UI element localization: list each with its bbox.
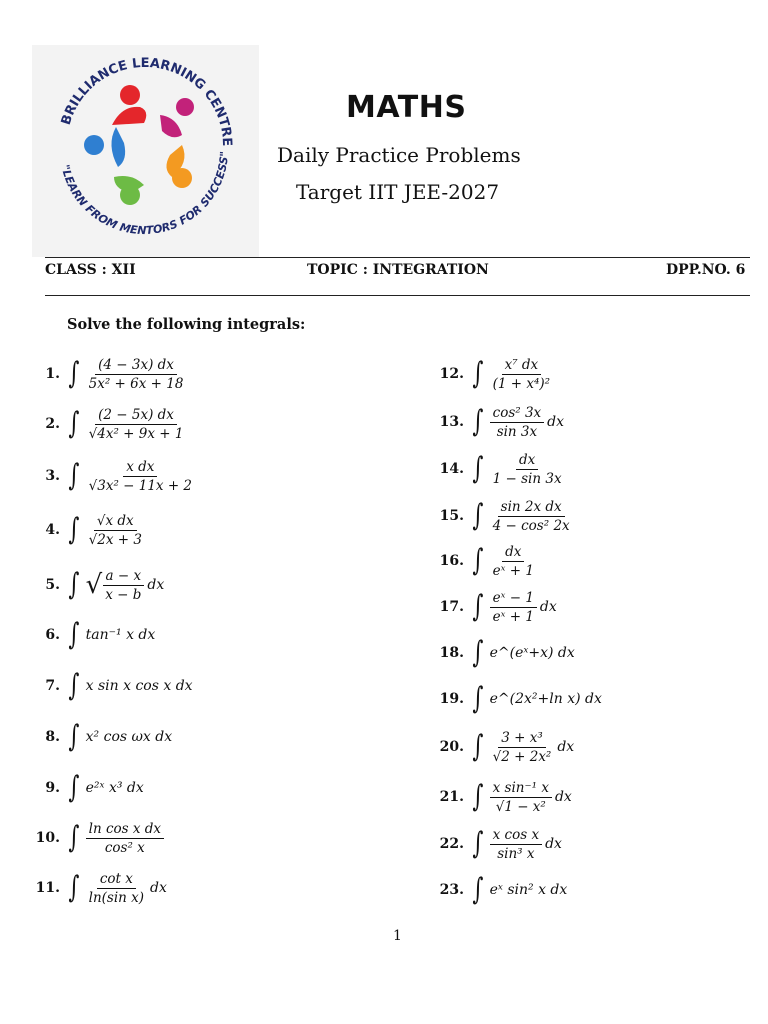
question-item [434, 356, 553, 392]
numerator: cos² 3x [490, 405, 545, 423]
integrand: e^(2x²+ln x) dx [489, 691, 602, 707]
dpp-label: DPP.NO. 6 [666, 262, 746, 278]
question-item [30, 770, 144, 806]
differential: dx [557, 739, 575, 755]
question-item [434, 779, 572, 815]
fraction [86, 357, 187, 392]
subject-title: MATHS [346, 90, 467, 125]
numerator: √x dx [94, 513, 137, 531]
differential: dx [554, 789, 572, 805]
denominator: 4 − cos² 2x [492, 517, 570, 534]
integral-sign: ∫ [472, 729, 484, 764]
fraction [490, 499, 573, 534]
fraction [490, 730, 555, 765]
fraction [490, 452, 565, 487]
logo-graphic [32, 45, 259, 257]
logo-ring-text: BRILLIANCE LEARNING CENTRE [58, 55, 235, 147]
denominator: √3x² − 11x + 2 [88, 477, 193, 494]
fraction [490, 590, 537, 625]
numerator: x sin⁻¹ x [490, 780, 552, 798]
integrand: x sin x cos x dx [85, 678, 193, 694]
fraction [490, 827, 542, 862]
integral-sign: ∫ [472, 589, 484, 624]
question-number: 8. [45, 729, 60, 745]
denominator: 1 − sin 3x [492, 470, 562, 487]
numerator: a − x [103, 568, 145, 586]
question-number: 4. [45, 522, 60, 538]
integrand: x² cos ωx dx [85, 729, 173, 745]
integrand: tan⁻¹ x dx [85, 627, 156, 643]
instruction: Solve the following integrals: [67, 316, 306, 333]
numerator: dx [502, 544, 524, 562]
integral-sign: ∫ [68, 668, 80, 703]
question-item [30, 820, 164, 856]
integral-sign: ∫ [472, 635, 484, 670]
denominator: 5x² + 6x + 18 [88, 375, 184, 392]
numerator: (4 − 3x) dx [95, 357, 177, 375]
question-item [30, 406, 186, 442]
logo-motto: "LEARN FROM MENTORS FOR SUCCESS" [58, 150, 232, 238]
subtitle: Daily Practice Problems [277, 143, 521, 167]
question-item [434, 404, 564, 440]
fraction [490, 405, 545, 440]
integral-sign: ∫ [472, 779, 484, 814]
differential: dx [150, 880, 167, 896]
fraction [86, 821, 164, 856]
numerator: x cos x [490, 827, 542, 845]
differential: dx [545, 836, 562, 852]
integral-sign: ∫ [68, 567, 80, 602]
numerator: eˣ − 1 [490, 590, 537, 608]
fraction [490, 357, 553, 392]
integral-sign: ∫ [68, 512, 80, 547]
question-number: 14. [439, 461, 464, 477]
fraction [102, 568, 144, 603]
question-item [434, 589, 557, 625]
question-number: 7. [45, 678, 60, 694]
page-number: 1 [393, 928, 402, 944]
root-sign: √ [85, 570, 103, 600]
question-item [30, 567, 164, 603]
fraction [86, 871, 147, 906]
question-number: 23. [439, 882, 464, 898]
denominator: eˣ + 1 [492, 608, 534, 625]
fraction [86, 513, 145, 548]
svg-text:BRILLIANCE LEARNING CENTRE [59, 56, 234, 147]
integral-sign: ∫ [68, 820, 80, 855]
question-item [30, 458, 195, 494]
numerator: ln cos x dx [86, 821, 164, 839]
question-item [434, 543, 537, 579]
denominator: (1 + x⁴)² [492, 375, 551, 392]
denominator: sin 3x [496, 423, 538, 440]
fraction [490, 544, 537, 579]
differential: dx [147, 577, 165, 593]
question-item [434, 451, 565, 487]
question-number: 9. [45, 780, 60, 796]
fraction [490, 780, 552, 815]
numerator: x⁷ dx [502, 357, 542, 375]
integrand: e^(eˣ+x) dx [489, 645, 575, 661]
question-number: 11. [35, 880, 60, 896]
target-exam: Target IIT JEE-2027 [296, 180, 500, 204]
question-number: 15. [439, 508, 464, 524]
people-icon [84, 85, 194, 205]
integral-sign: ∫ [472, 826, 484, 861]
integral-sign: ∫ [68, 770, 80, 805]
numerator: sin 2x dx [498, 499, 565, 517]
question-item [30, 512, 145, 548]
differential: dx [547, 414, 565, 430]
integral-sign: ∫ [68, 458, 80, 493]
question-number: 18. [439, 645, 464, 661]
question-item [30, 870, 167, 906]
class-label: CLASS : XII [45, 262, 136, 278]
integral-sign: ∫ [472, 543, 484, 578]
integral-sign: ∫ [472, 404, 484, 439]
integrand: e²ˣ x³ dx [85, 780, 144, 796]
question-item [30, 719, 172, 755]
integral-sign: ∫ [68, 406, 80, 441]
question-number: 16. [439, 553, 464, 569]
question-item [434, 681, 602, 717]
question-number: 2. [45, 416, 60, 432]
question-number: 10. [35, 830, 60, 846]
integral-sign: ∫ [472, 498, 484, 533]
numerator: x dx [123, 459, 157, 477]
question-number: 22. [439, 836, 464, 852]
question-number: 21. [439, 789, 464, 805]
question-number: 17. [439, 599, 464, 615]
denominator: eˣ + 1 [492, 562, 534, 579]
denominator: √2 + 2x² [492, 748, 552, 765]
divider-bottom [45, 295, 750, 296]
question-item [434, 635, 575, 671]
integral-sign: ∫ [472, 681, 484, 716]
denominator: √4x² + 9x + 1 [88, 425, 184, 442]
question-number: 19. [439, 691, 464, 707]
numerator: 3 + x³ [498, 730, 546, 748]
integral-sign: ∫ [472, 872, 484, 907]
question-item [434, 729, 574, 765]
question-item [434, 872, 567, 908]
logo [32, 45, 259, 257]
numerator: dx [516, 452, 538, 470]
question-item [30, 668, 193, 704]
denominator: sin³ x [497, 845, 535, 862]
denominator: ln(sin x) [88, 889, 145, 906]
integral-sign: ∫ [68, 356, 80, 391]
denominator: √1 − x² [495, 798, 546, 815]
integral-sign: ∫ [68, 719, 80, 754]
question-number: 13. [439, 414, 464, 430]
topic-label: TOPIC : INTEGRATION [307, 262, 489, 278]
fraction [86, 407, 187, 442]
question-number: 20. [439, 739, 464, 755]
question-number: 6. [45, 627, 60, 643]
fraction [86, 459, 195, 494]
question-item [30, 356, 186, 392]
divider-top [45, 257, 750, 258]
integrand: eˣ sin² x dx [489, 882, 568, 898]
question-item [30, 617, 155, 653]
numerator: (2 − 5x) dx [95, 407, 177, 425]
question-number: 12. [439, 366, 464, 382]
denominator: √2x + 3 [88, 531, 142, 548]
differential: dx [539, 599, 557, 615]
integral-sign: ∫ [472, 451, 484, 486]
question-item [434, 498, 573, 534]
question-item [434, 826, 562, 862]
question-number: 5. [45, 577, 60, 593]
integral-sign: ∫ [68, 617, 80, 652]
numerator: cot x [97, 871, 136, 889]
denominator: cos² x [104, 839, 145, 856]
integral-sign: ∫ [472, 356, 484, 391]
question-number: 3. [45, 468, 60, 484]
integral-sign: ∫ [68, 870, 80, 905]
svg-text:"LEARN FROM MENTORS FOR SUCCES [59, 151, 232, 237]
question-number: 1. [45, 366, 60, 382]
denominator: x − b [105, 586, 142, 603]
